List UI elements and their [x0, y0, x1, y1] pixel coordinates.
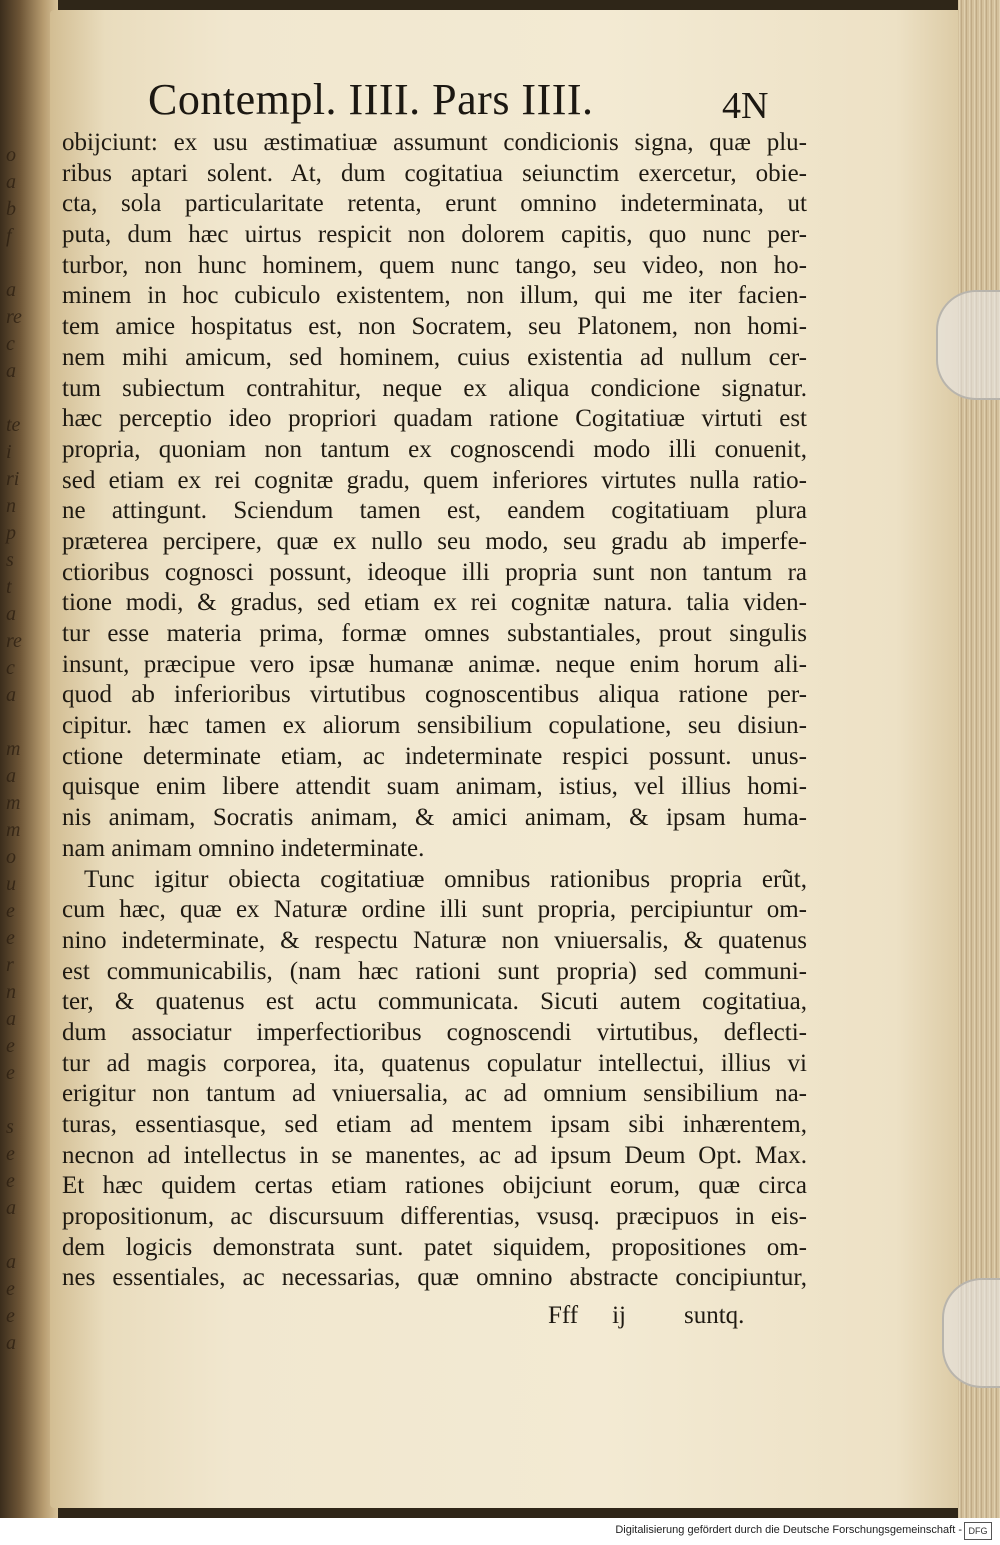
folio-number: 4N: [722, 85, 769, 127]
text-line: quod ab inferioribus virtutibus cognoscentibus aliqua ratione per-: [62, 681, 807, 709]
binding-fragment: e: [6, 1062, 15, 1084]
binding-fragment: r: [6, 954, 14, 976]
text-line: propria, quoniam non tantum ex cognoscendi modo illi conuenit,: [62, 435, 807, 463]
text-line: turbor, non hunc hominem, quem nunc tango, seu video, non ho-: [62, 251, 807, 279]
text-line: erigitur non tantum ad vniuersalia, ac ad omnium sensibilium na-: [62, 1080, 807, 1108]
text-line: necnon ad intellectus in se manentes, ac ad ipsum Deum Opt. Max.: [62, 1141, 807, 1169]
binding-fragment: e: [6, 1278, 15, 1300]
signature-mark: [548, 1302, 626, 1330]
text-line: tur ad magis corporea, ita, quatenus copulatur intellectui, illius vi: [62, 1049, 807, 1077]
binding-fragment: a: [6, 1332, 16, 1354]
binding-fragment: o: [6, 846, 16, 868]
text-line: ctione determinate etiam, ac indeterminate respici possunt. unus-: [62, 742, 807, 770]
bookmark-tab-upper: [936, 290, 1000, 400]
binding-fragment: u: [6, 873, 16, 895]
binding-fragment: t: [6, 576, 12, 598]
text-line: tum subiectum contrahitur, neque ex aliqua condicione signatur.: [62, 374, 807, 402]
binding-fragment: e: [6, 1143, 15, 1165]
footer-bar: [0, 1518, 1000, 1545]
text-line: hæc perceptio ideo propriori quadam ratione Cogitatiuæ virtuti est: [62, 405, 807, 433]
binding-fragment: p: [6, 522, 16, 544]
catchword: suntq.: [684, 1302, 745, 1329]
binding-fragment: re: [6, 630, 22, 652]
binding-fragment: o: [6, 144, 16, 166]
text-line: ne attingunt. Sciendum tamen est, eandem cogitatiuam plura: [62, 497, 807, 525]
binding-fragment: a: [6, 603, 16, 625]
text-line: tem amice hospitatus est, non Socratem, seu Platonem, non homi-: [62, 313, 807, 341]
text-line: Tunc igitur obiecta cogitatiuæ omnibus rationibus propria erũt,: [84, 865, 807, 893]
binding-fragment: e: [6, 900, 15, 922]
text-line: cum hæc, quæ ex Naturæ ordine illi sunt propria, percipiuntur om-: [62, 896, 807, 924]
text-line: propositionum, ac discursuum differentias, vsusq. præcipuos in eis-: [62, 1203, 807, 1231]
binding-fragment: a: [6, 684, 16, 706]
text-line: cipitur. hæc tamen ex aliorum sensibilium copulatione, seu disiun-: [62, 712, 807, 740]
signature-letters: Fff: [548, 1302, 579, 1329]
text-line: insunt, præcipue vero ipsæ humanæ animæ. neque enim horum ali-: [62, 650, 807, 678]
text-line: præterea percipere, quæ ex nullo seu modo, seu gradu ab imperfe-: [62, 527, 807, 555]
text-line: obijciunt: ex usu æstimatiuæ assumunt condicionis signa, quæ plu-: [62, 129, 807, 156]
binding-fragment: f: [6, 225, 12, 247]
text-line: nis animam, Socratis animam, & amici animam, & ipsam huma-: [62, 804, 807, 832]
binding-fragment: m: [6, 738, 21, 760]
bookmark-tab-lower: [942, 1278, 1000, 1388]
text-line: turas, essentiasque, sed etiam ad mentem ipsam sibi inhærentem,: [62, 1111, 807, 1138]
text-line: nes essentiales, ac necessarias, quæ omnino abstracte concipiuntur,: [62, 1264, 807, 1292]
text-line: nam animam omnino indeterminate.: [62, 834, 425, 862]
binding-fragment: te: [6, 414, 21, 436]
text-line: cta, sola particularitate retenta, erunt omnino indeterminata, ut: [62, 190, 807, 218]
text-line: ribus aptari solent. At, dum cogitatiua seiunctim exercetur, obie-: [62, 159, 807, 187]
binding-fragment: i: [6, 441, 12, 463]
binding-fragment: c: [6, 333, 15, 355]
text-line: Et hæc quidem certas etiam rationes obijciunt eorum, quæ circa: [62, 1172, 807, 1200]
binding-fragment: n: [6, 981, 16, 1003]
binding-fragment: e: [6, 1035, 15, 1057]
binding-fragment: c: [6, 657, 15, 679]
binding-fragment: a: [6, 279, 16, 301]
binding-fragment: a: [6, 360, 16, 382]
binding-fragment: m: [6, 792, 21, 814]
text-line: nem mihi amicum, sed hominem, cuius existentia ad nullum cer-: [62, 343, 807, 371]
text-line: est communicabilis, (nam hæc rationi sunt propria) sed communi-: [62, 957, 807, 985]
binding-fragment: b: [6, 198, 16, 220]
binding-fragment: e: [6, 1305, 15, 1327]
dfg-logo: DFG: [964, 1522, 992, 1540]
text-line: sed etiam ex rei cognitæ gradu, quem inferiores virtutes nulla ratio-: [62, 466, 807, 494]
binding-fragment: a: [6, 765, 16, 787]
binding-fragment: m: [6, 819, 21, 841]
binding-fragment: a: [6, 1251, 16, 1273]
binding-fragment: re: [6, 306, 22, 328]
binding-fragment: a: [6, 1008, 16, 1030]
body-text: [62, 128, 807, 1294]
text-line: quisque enim libere attendit suam animam, istius, vel illius homi-: [62, 773, 807, 801]
binding-fragment: e: [6, 1170, 15, 1192]
binding-fragment: a: [6, 1197, 16, 1219]
text-line: dem logicis demonstrata sunt. patet siquidem, propositiones om-: [62, 1233, 807, 1261]
text-line: ter, & quatenus est actu communicata. Sicuti autem cogitatiua,: [62, 988, 807, 1016]
text-line: minem in hoc cubiculo existentem, non illum, qui me iter facien-: [62, 282, 807, 310]
text-line: puta, dum hæc uirtus respicit non dolorem capitis, quo nunc per-: [62, 221, 807, 249]
running-header: Contempl. IIII. Pars IIII.: [148, 75, 594, 124]
binding-fragment: n: [6, 495, 16, 517]
binding-fragment: e: [6, 927, 15, 949]
text-line: nino indeterminate, & respectu Naturæ non vniuersalis, & quatenus: [62, 926, 807, 954]
binding-fragment: s: [6, 549, 14, 571]
text-line: ctioribus cognosci possunt, ideoque illi propria sunt non tantum ra: [62, 558, 807, 586]
text-line: tur esse materia prima, formæ omnes substantiales, prout singulis: [62, 620, 807, 647]
signature-number: ij: [612, 1302, 627, 1329]
text-line: tione modi, & gradus, sed etiam ex rei cognitæ natura. talia viden-: [62, 589, 807, 617]
binding-fragment: ri: [6, 468, 20, 490]
binding-fragment: a: [6, 171, 16, 193]
text-line: dum associatur imperfectioribus cognoscendi virtutibus, deflecti-: [62, 1018, 807, 1046]
funding-credit: Digitalisierung gefördert durch die Deutsche Forschungsgemeinschaft -: [615, 1524, 962, 1536]
binding-fragment: s: [6, 1116, 14, 1138]
